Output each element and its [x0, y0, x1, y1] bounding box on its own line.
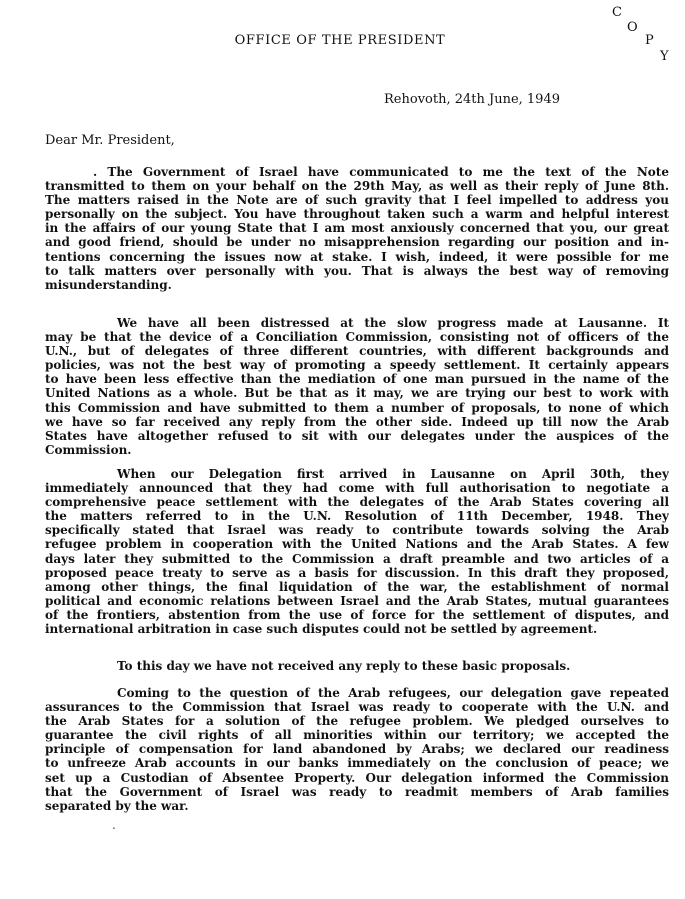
paragraph-line: When our Delegation first arrived in Lausanne on April 30th, they [117, 467, 669, 481]
paragraph-line: separated by the war. [45, 798, 189, 813]
paragraph-line: this Commission and have submitted to them a number of proposals, to none of which [45, 400, 669, 415]
paragraph-line: international arbitration in case such disputes could not be settled by agreement. [45, 622, 598, 637]
paragraph-line: guarantee the civil rights of all minorities within our territory; we accepted the [45, 728, 669, 743]
paragraph-line: to talk matters over personally with you. That is always the best way of removing [45, 263, 669, 278]
paragraph-line: we have so far received any reply from the other side. Indeed up till now the Arab [45, 414, 669, 429]
salutation: Dear Mr. President, [45, 133, 175, 148]
paragraph-line: immediately announced that they had come with full authorisation to negotiate a [45, 481, 669, 496]
letterhead-title: OFFICE OF THE PRESIDENT [234, 33, 446, 48]
paragraph-line: that the Government of Israel was ready to readmit members of Arab families [45, 784, 669, 799]
paragraph-line: to unfreeze Arab accounts in our banks immediately on the conclusion of peace; we [45, 756, 669, 771]
paragraph-line: may be that the device of a Conciliation Commission, consisting not of officers of the [45, 330, 669, 345]
paragraph-line: refugee problem in cooperation with the United Nations and the Arab States. A few [45, 537, 669, 552]
paragraph-line: the Arab States for a solution of the refugee problem. We pledged ourselves to [45, 714, 669, 729]
paragraph-line: principle of compensation for land abandoned by Arabs; we declared our readiness [45, 742, 669, 757]
copy-stamp-letter-o: O [627, 20, 638, 35]
paragraph-line: proposed peace treaty to serve as a basis for discussion. In this draft they proposed, [45, 565, 669, 580]
paragraph-5 [45, 686, 669, 813]
paragraph-line: of the frontiers, abstention from the use of force for the settlement of disputes, and [45, 607, 669, 622]
paragraph-line: Commission. [45, 442, 132, 457]
paragraph-line: The matters raised in the Note are of such gravity that I feel impelled to address you [45, 193, 669, 208]
paragraph-line: transmitted to them on your behalf on the 29th May, as well as their reply of June 8th. [45, 179, 669, 194]
dateline: Rehovoth, 24th June, 1949 [384, 92, 560, 107]
paragraph-line: tentions concerning the issues now at stake. I wish, indeed, it were possible for me [45, 249, 669, 264]
copy-stamp-letter-c: C [612, 5, 622, 20]
paragraph-line: States have altogether refused to sit with our delegates under the auspices of the [45, 428, 669, 443]
paragraph-line: to have been less effective than the mediation of one man pursued in the name of the [45, 372, 669, 387]
copy-stamp-letter-p: P [645, 33, 654, 48]
paragraph-4 [45, 659, 669, 673]
paragraph-2 [45, 316, 669, 457]
paragraph-1 [45, 165, 669, 292]
paragraph-line: United Nations as a whole. But be that as it may, we are trying our best to work with [45, 386, 669, 401]
paragraph-line: set up a Custodian of Absentee Property. Our delegation informed the Commission [45, 770, 669, 785]
paragraph-line: in the affairs of our young State that I am most anxiously concerned that you, our great [45, 221, 669, 236]
paragraph-line: days later they submitted to the Commission a draft preamble and two articles of a [45, 551, 669, 566]
copy-stamp-letter-y: Y [660, 49, 669, 64]
paragraph-line: political and economic relations between Israel and the Arab States, mutual guarantees [45, 593, 669, 608]
paragraph-line: Coming to the question of the Arab refugees, our delegation gave repeated [117, 686, 669, 700]
stray-mark: . [112, 818, 116, 832]
paragraph-line: misunderstanding. [45, 277, 172, 292]
paragraph-line: To this day we have not received any reply to these basic proposals. [117, 659, 571, 673]
paragraph-3 [45, 467, 669, 636]
paragraph-line: specifically stated that Israel was ready to contribute towards solving the Arab [45, 523, 669, 538]
paragraph-line: the matters referred to in the U.N. Resolution of 11th December, 1948. They [45, 509, 669, 524]
paragraph-line: among other things, the final liquidation of the war, the establishment of normal [45, 579, 669, 594]
paragraph-line: We have all been distressed at the slow progress made at Lausanne. It [117, 316, 669, 330]
paragraph-line: personally on the subject. You have throughout taken such a warm and helpful interest [45, 207, 669, 222]
paragraph-line: comprehensive peace settlement with the delegates of the Arab States covering all [45, 495, 669, 510]
paragraph-line: assurances to the Commission that Israel was ready to cooperate with the U.N. and [45, 700, 669, 715]
paragraph-line: U.N., but of delegates of three different countries, with different backgrounds and [45, 344, 669, 359]
paragraph-line: policies, was not the best way of promoting a speedy settlement. It certainly appears [45, 358, 669, 373]
paragraph-line: and good friend, should be under no misapprehension regarding our position and in- [45, 235, 669, 250]
paragraph-line: . The Government of Israel have communicated to me the text of the Note [93, 165, 669, 179]
